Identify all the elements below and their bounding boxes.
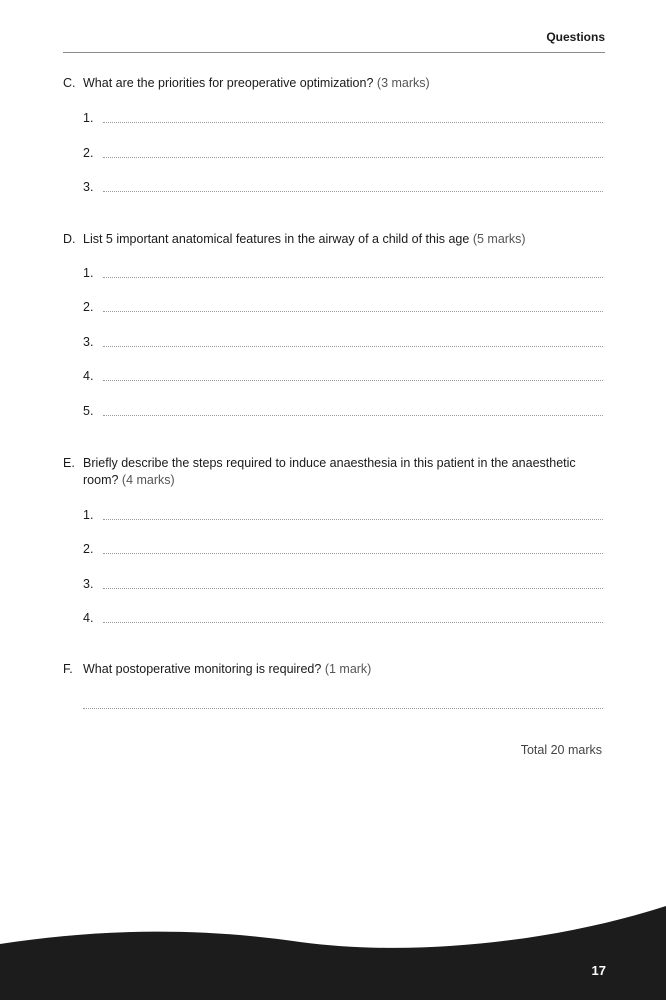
answer-number: 1. [83,111,94,125]
dotted-line [103,380,603,381]
question-c [63,75,605,92]
question-marks: (5 marks) [472,232,526,246]
dotted-line [103,277,603,278]
free-answer-line[interactable] [83,708,603,709]
answer-number: 4. [83,611,94,625]
answer-line[interactable] [83,611,603,625]
question-e [63,455,605,489]
dotted-line [103,519,603,520]
dotted-line [103,588,603,589]
dotted-line [103,191,603,192]
total-marks: Total 20 marks [520,743,602,757]
answer-number: 5. [83,404,94,418]
answer-number: 3. [83,335,94,349]
answer-line[interactable] [83,542,603,556]
dotted-line [103,553,603,554]
answer-line[interactable] [83,266,603,280]
dotted-line [103,311,603,312]
answer-number: 2. [83,542,94,556]
question-marks: (3 marks) [376,76,430,90]
answer-number: 3. [83,577,94,591]
footer-wave-band [0,900,666,1000]
answer-line[interactable] [83,369,603,383]
answer-number: 2. [83,300,94,314]
running-header: Questions [546,30,605,44]
question-text: What are the priorities for preoperative optimization? [83,76,374,90]
question-marks: (1 mark) [324,662,372,676]
answer-line[interactable] [83,146,603,160]
answer-number: 2. [83,146,94,160]
question-f [63,661,605,678]
question-text: What postoperative monitoring is required? [83,662,322,676]
answer-number: 3. [83,180,94,194]
header-divider [63,52,605,53]
question-text: List 5 important anatomical features in the airway of a child of this age [83,232,470,246]
answer-line[interactable] [83,335,603,349]
question-d [63,231,605,248]
dotted-line [103,346,603,347]
answer-line[interactable] [83,111,603,125]
question-letter: D. [63,232,76,246]
answer-line[interactable] [83,577,603,591]
answer-number: 1. [83,266,94,280]
answer-number: 1. [83,508,94,522]
dotted-line [103,122,603,123]
answer-number: 4. [83,369,94,383]
question-marks: (4 marks) [121,473,175,487]
question-letter: F. [63,662,73,676]
question-text: Briefly describe the steps required to induce anaesthesia in this patient in the anaesthetic room? [83,456,576,487]
answer-line[interactable] [83,180,603,194]
dotted-line [103,415,603,416]
page-number: 17 [591,963,606,978]
dotted-line [103,157,603,158]
question-letter: E. [63,456,75,470]
answer-line[interactable] [83,404,603,418]
answer-line[interactable] [83,508,603,522]
answer-line[interactable] [83,300,603,314]
question-letter: C. [63,76,76,90]
dotted-line [103,622,603,623]
